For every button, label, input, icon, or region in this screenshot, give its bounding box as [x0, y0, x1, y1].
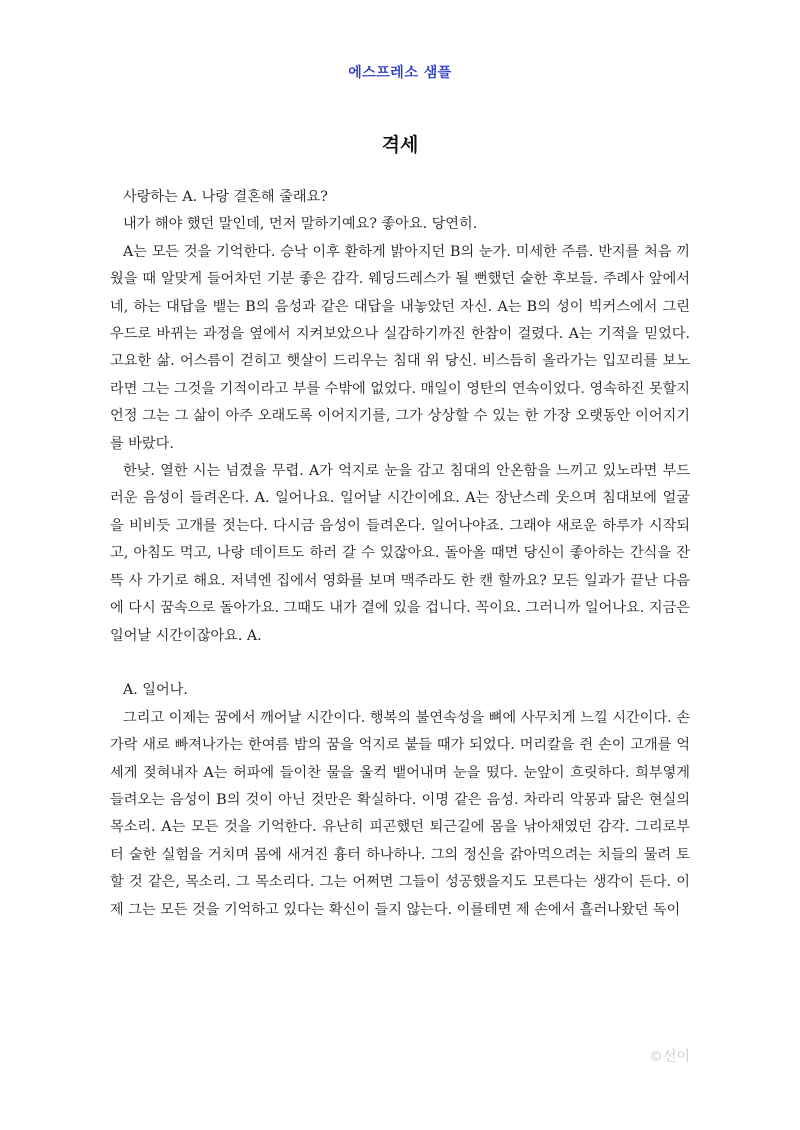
paragraph: 한낮. 열한 시는 넘겼을 무렵. A가 억지로 눈을 감고 침대의 안온함을 느끼고 있노라면 부드러운 음성이 들려온다. A. 일어나요. 일어날 시간이에요. A는 장난스레 웃으며 침대보에 얼굴을 비비듯 고개를 젓는다. 다시금 음성이 들려온다. 일어나야죠. 그래야 새로운 하루가 시작되고, 아침도 먹고, 나랑 데이트도 하러 갈 수 있잖아요. 돌아올 때면 당신이 좋아하는 간식을 잔뜩 사 가기로 해요. 저녁엔 집에서 영화를 보며 맥주라도 한 캔 할까요? 모든 일과가 끝난 다음에 다시 꿈속으로 돌아가요. 그때도 내가 곁에 있을 겁니다. 꼭이요. 그러니까 일어나요. 지금은 일어날 시간이잖아요. A. — [110, 463, 690, 644]
copyright-credit: ©선이 — [648, 1049, 690, 1065]
paragraph: 사랑하는 A. 나랑 결혼해 줄래요? — [123, 189, 328, 205]
paragraph: A. 일어나. — [123, 682, 188, 699]
document-body — [110, 184, 690, 924]
paragraph: 내가 해야 했던 말인데, 먼저 말하기예요? 좋아요. 당연히. — [123, 216, 478, 233]
document-title: 격세 — [381, 134, 419, 156]
page-header: 에스프레소 샘플 — [348, 65, 452, 81]
paragraph: 그리고 이제는 꿈에서 깨어날 시간이다. 행복의 불연속성을 뼈에 사무치게 느낄 시간이다. 손가락 새로 빠져나가는 한여름 밤의 꿈을 억지로 붙들 때가 되었다. 머리칼을 쥔 손이 고개를 억세게 젖혀내자 A는 허파에 들이찬 물을 울컥 뱉어내며 눈을 떴다. 눈앞이 흐릿하다. 희부옇게 들려오는 음성이 B의 것이 아닌 것만은 확실하다. 이명 같은 음성. 차라리 악몽과 닮은 현실의 목소리. A는 모든 것을 기억한다. 유난히 피곤했던 퇴근길에 몸을 낚아채였던 감각. 그리로부터 숱한 실험을 거치며 몸에 새겨진 흉터 하나하나. 그의 정신을 갉아먹으려는 치들의 물려 토할 것 같은, 목소리. 그 목소리다. 그는 어쩌면 그들이 성공했을지도 모른다는 생각이 든다. 이제 그는 모든 것을 기억하고 있다는 확신이 들지 않는다. 이를테면 제 손에서 흘러나왔던 독이 — [110, 709, 690, 918]
paragraph-spacer — [110, 650, 690, 677]
paragraph: A는 모든 것을 기억한다. 승낙 이후 환하게 밝아지던 B의 눈가. 미세한 주름. 반지를 처음 끼웠을 때 알맞게 들어차던 기분 좋은 감각. 웨딩드레스가 될 뻔했던 숱한 후보들. 주례사 앞에서 네, 하는 대답을 뱉는 B의 음성과 같은 대답을 내놓았던 자신. A는 B의 성이 빅커스에서 그린우드로 바뀌는 과정을 옆에서 지켜보았으나 실감하기까진 한참이 걸렸다. A는 기적을 믿었다. 고요한 삶. 어스름이 걷히고 햇살이 드리우는 침대 위 당신. 비스듬히 올라가는 입꼬리를 보노라면 그는 그것을 기적이라고 부를 수밖에 없었다. 매일이 영탄의 연속이었다. 영속하진 못할지언정 그는 그 삶이 아주 오래도록 이어지기를, 그가 상상할 수 있는 한 가장 오랫동안 이어지기를 바랐다. — [110, 243, 690, 452]
